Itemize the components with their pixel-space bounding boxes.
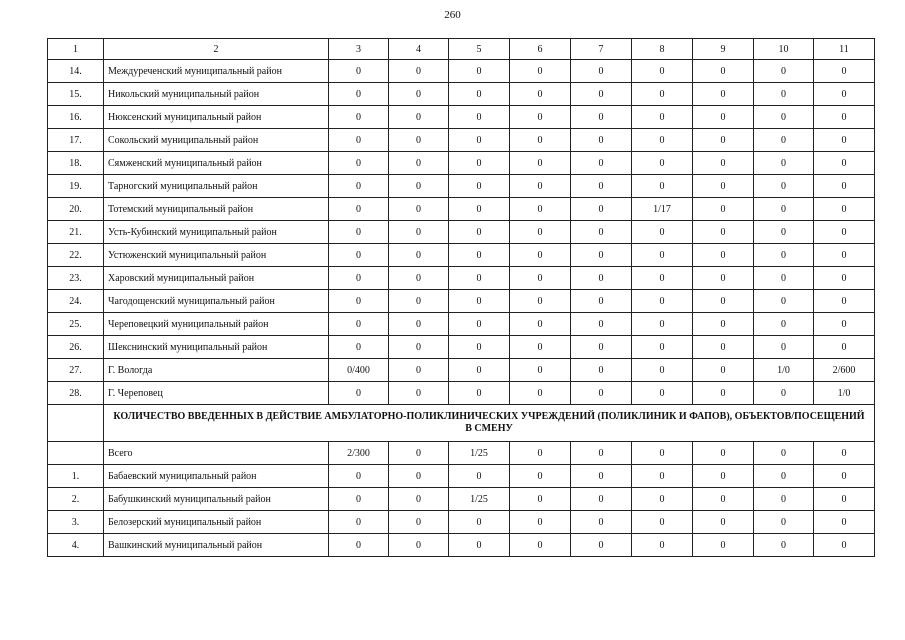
value-cell: 0 bbox=[510, 290, 571, 313]
row-number-cell: 25. bbox=[48, 313, 104, 336]
value-cell: 0 bbox=[510, 488, 571, 511]
value-cell: 0 bbox=[571, 359, 632, 382]
value-cell: 1/25 bbox=[449, 488, 510, 511]
district-name-cell: Сямженский муниципальный район bbox=[104, 152, 329, 175]
district-name-cell: Сокольский муниципальный район bbox=[104, 129, 329, 152]
value-cell: 0 bbox=[329, 534, 389, 557]
value-cell: 0 bbox=[754, 129, 814, 152]
value-cell: 0 bbox=[693, 488, 754, 511]
district-name-cell: Бабаевский муниципальный район bbox=[104, 465, 329, 488]
section-title: КОЛИЧЕСТВО ВВЕДЕННЫХ В ДЕЙСТВИЕ АМБУЛАТОРНО-ПОЛИКЛИНИЧЕСКИХ УЧРЕЖДЕНИЙ (ПОЛИКЛИНИК И ФАПОВ), ОБЪЕКТОВ/ПОСЕЩЕНИЙ В СМЕНУ bbox=[104, 405, 875, 442]
value-cell: 0 bbox=[632, 442, 693, 465]
value-cell: 0 bbox=[571, 511, 632, 534]
value-cell: 0 bbox=[449, 511, 510, 534]
row-number-cell: 2. bbox=[48, 488, 104, 511]
district-name-cell: Нюксенский муниципальный район bbox=[104, 106, 329, 129]
value-cell: 0 bbox=[389, 382, 449, 405]
value-cell: 0 bbox=[510, 198, 571, 221]
table-row bbox=[48, 152, 875, 175]
value-cell: 0 bbox=[510, 267, 571, 290]
table-row bbox=[48, 129, 875, 152]
value-cell: 0 bbox=[754, 442, 814, 465]
value-cell: 0 bbox=[754, 60, 814, 83]
value-cell: 0 bbox=[814, 267, 875, 290]
section-row bbox=[48, 405, 875, 442]
row-number-cell: 3. bbox=[48, 511, 104, 534]
row-number-cell: 24. bbox=[48, 290, 104, 313]
value-cell: 0 bbox=[814, 488, 875, 511]
value-cell: 0 bbox=[693, 83, 754, 106]
value-cell: 0 bbox=[329, 129, 389, 152]
value-cell: 0 bbox=[754, 221, 814, 244]
value-cell: 0 bbox=[693, 465, 754, 488]
value-cell: 0 bbox=[754, 336, 814, 359]
value-cell: 0 bbox=[510, 244, 571, 267]
value-cell: 0 bbox=[449, 244, 510, 267]
value-cell: 0 bbox=[814, 106, 875, 129]
value-cell: 0 bbox=[693, 267, 754, 290]
table-row bbox=[48, 83, 875, 106]
table-row bbox=[48, 175, 875, 198]
value-cell: 0 bbox=[632, 83, 693, 106]
value-cell: 0 bbox=[754, 511, 814, 534]
value-cell: 0 bbox=[510, 129, 571, 152]
value-cell: 0 bbox=[814, 313, 875, 336]
column-header: 11 bbox=[814, 39, 875, 60]
value-cell: 0 bbox=[571, 60, 632, 83]
column-header: 4 bbox=[389, 39, 449, 60]
value-cell: 0 bbox=[510, 60, 571, 83]
district-name-cell: Никольский муниципальный район bbox=[104, 83, 329, 106]
value-cell: 2/300 bbox=[329, 442, 389, 465]
value-cell: 0 bbox=[754, 290, 814, 313]
table-row bbox=[48, 106, 875, 129]
value-cell: 0 bbox=[449, 129, 510, 152]
value-cell: 0 bbox=[693, 106, 754, 129]
row-number-cell: 15. bbox=[48, 83, 104, 106]
value-cell: 0 bbox=[510, 359, 571, 382]
value-cell: 0 bbox=[389, 83, 449, 106]
value-cell: 0 bbox=[632, 60, 693, 83]
value-cell: 0 bbox=[693, 175, 754, 198]
value-cell: 0 bbox=[449, 221, 510, 244]
row-number-cell: 20. bbox=[48, 198, 104, 221]
value-cell: 0 bbox=[814, 336, 875, 359]
value-cell: 0 bbox=[814, 442, 875, 465]
value-cell: 0 bbox=[510, 313, 571, 336]
value-cell: 0 bbox=[571, 336, 632, 359]
value-cell: 0 bbox=[389, 106, 449, 129]
value-cell: 0 bbox=[389, 313, 449, 336]
value-cell: 0 bbox=[632, 244, 693, 267]
value-cell: 0 bbox=[571, 244, 632, 267]
value-cell: 0 bbox=[449, 359, 510, 382]
value-cell: 0 bbox=[449, 465, 510, 488]
column-header: 5 bbox=[449, 39, 510, 60]
row-number-cell bbox=[48, 442, 104, 465]
value-cell: 0 bbox=[632, 129, 693, 152]
value-cell: 0 bbox=[693, 511, 754, 534]
value-cell: 0 bbox=[449, 198, 510, 221]
value-cell: 0 bbox=[814, 83, 875, 106]
value-cell: 0 bbox=[632, 221, 693, 244]
value-cell: 0 bbox=[754, 175, 814, 198]
value-cell: 0 bbox=[632, 359, 693, 382]
row-number-cell: 28. bbox=[48, 382, 104, 405]
value-cell: 0 bbox=[754, 382, 814, 405]
column-header: 7 bbox=[571, 39, 632, 60]
page-number: 260 bbox=[444, 9, 461, 21]
value-cell: 0 bbox=[632, 290, 693, 313]
value-cell: 0 bbox=[693, 290, 754, 313]
empty-cell bbox=[48, 405, 104, 442]
row-number-cell: 17. bbox=[48, 129, 104, 152]
value-cell: 0 bbox=[693, 382, 754, 405]
column-header: 1 bbox=[48, 39, 104, 60]
value-cell: 0 bbox=[329, 83, 389, 106]
value-cell: 1/25 bbox=[449, 442, 510, 465]
value-cell: 0/400 bbox=[329, 359, 389, 382]
value-cell: 0 bbox=[693, 442, 754, 465]
value-cell: 0 bbox=[449, 267, 510, 290]
value-cell: 0 bbox=[329, 511, 389, 534]
value-cell: 0 bbox=[329, 221, 389, 244]
table-row bbox=[48, 336, 875, 359]
value-cell: 0 bbox=[632, 267, 693, 290]
column-header: 3 bbox=[329, 39, 389, 60]
value-cell: 0 bbox=[510, 534, 571, 557]
value-cell: 0 bbox=[510, 382, 571, 405]
value-cell: 0 bbox=[329, 488, 389, 511]
value-cell: 0 bbox=[571, 129, 632, 152]
table-row bbox=[48, 359, 875, 382]
table-row bbox=[48, 465, 875, 488]
value-cell: 0 bbox=[449, 313, 510, 336]
column-header: 2 bbox=[104, 39, 329, 60]
value-cell: 0 bbox=[329, 382, 389, 405]
value-cell: 0 bbox=[510, 221, 571, 244]
table-row bbox=[48, 198, 875, 221]
value-cell: 0 bbox=[693, 198, 754, 221]
table-row bbox=[48, 60, 875, 83]
value-cell: 0 bbox=[754, 83, 814, 106]
value-cell: 0 bbox=[449, 83, 510, 106]
value-cell: 0 bbox=[814, 465, 875, 488]
value-cell: 0 bbox=[510, 175, 571, 198]
value-cell: 1/0 bbox=[814, 382, 875, 405]
value-cell: 0 bbox=[510, 442, 571, 465]
value-cell: 0 bbox=[754, 534, 814, 557]
value-cell: 0 bbox=[510, 465, 571, 488]
value-cell: 0 bbox=[693, 313, 754, 336]
value-cell: 0 bbox=[632, 382, 693, 405]
value-cell: 0 bbox=[389, 198, 449, 221]
value-cell: 0 bbox=[632, 336, 693, 359]
value-cell: 0 bbox=[389, 129, 449, 152]
value-cell: 0 bbox=[329, 198, 389, 221]
district-name-cell: Междуреченский муниципальный район bbox=[104, 60, 329, 83]
column-header: 10 bbox=[754, 39, 814, 60]
value-cell: 0 bbox=[449, 290, 510, 313]
district-name-cell: Шекснинский муниципальный район bbox=[104, 336, 329, 359]
value-cell: 0 bbox=[632, 152, 693, 175]
value-cell: 0 bbox=[571, 175, 632, 198]
row-number-cell: 23. bbox=[48, 267, 104, 290]
district-name-cell: Усть-Кубинский муниципальный район bbox=[104, 221, 329, 244]
value-cell: 0 bbox=[329, 313, 389, 336]
row-number-cell: 19. bbox=[48, 175, 104, 198]
value-cell: 0 bbox=[449, 382, 510, 405]
value-cell: 0 bbox=[754, 267, 814, 290]
value-cell: 0 bbox=[693, 534, 754, 557]
value-cell: 0 bbox=[329, 175, 389, 198]
value-cell: 0 bbox=[571, 290, 632, 313]
value-cell: 0 bbox=[449, 534, 510, 557]
row-number-cell: 21. bbox=[48, 221, 104, 244]
row-number-cell: 18. bbox=[48, 152, 104, 175]
value-cell: 0 bbox=[571, 152, 632, 175]
value-cell: 0 bbox=[814, 129, 875, 152]
value-cell: 0 bbox=[814, 198, 875, 221]
table-row bbox=[48, 244, 875, 267]
district-name-cell: Г. Череповец bbox=[104, 382, 329, 405]
value-cell: 0 bbox=[389, 511, 449, 534]
district-name-cell: Вашкинский муниципальный район bbox=[104, 534, 329, 557]
value-cell: 0 bbox=[754, 465, 814, 488]
district-name-cell: Г. Вологда bbox=[104, 359, 329, 382]
value-cell: 0 bbox=[754, 313, 814, 336]
value-cell: 0 bbox=[510, 336, 571, 359]
value-cell: 0 bbox=[693, 152, 754, 175]
value-cell: 0 bbox=[389, 60, 449, 83]
value-cell: 0 bbox=[632, 313, 693, 336]
column-header-row bbox=[48, 39, 875, 60]
value-cell: 0 bbox=[754, 488, 814, 511]
value-cell: 0 bbox=[389, 290, 449, 313]
value-cell: 0 bbox=[329, 152, 389, 175]
value-cell: 0 bbox=[389, 534, 449, 557]
table-row bbox=[48, 534, 875, 557]
value-cell: 0 bbox=[329, 60, 389, 83]
table-row bbox=[48, 290, 875, 313]
value-cell: 0 bbox=[571, 198, 632, 221]
value-cell: 0 bbox=[814, 290, 875, 313]
value-cell: 0 bbox=[632, 106, 693, 129]
column-header: 8 bbox=[632, 39, 693, 60]
row-number-cell: 1. bbox=[48, 465, 104, 488]
value-cell: 0 bbox=[693, 221, 754, 244]
total-row bbox=[48, 442, 875, 465]
value-cell: 0 bbox=[693, 129, 754, 152]
value-cell: 0 bbox=[571, 267, 632, 290]
row-number-cell: 14. bbox=[48, 60, 104, 83]
value-cell: 0 bbox=[329, 290, 389, 313]
value-cell: 0 bbox=[449, 175, 510, 198]
value-cell: 0 bbox=[389, 336, 449, 359]
district-name-cell: Бабушкинский муниципальный район bbox=[104, 488, 329, 511]
value-cell: 0 bbox=[632, 175, 693, 198]
district-name-cell: Всего bbox=[104, 442, 329, 465]
value-cell: 0 bbox=[814, 534, 875, 557]
value-cell: 0 bbox=[389, 152, 449, 175]
value-cell: 0 bbox=[329, 336, 389, 359]
value-cell: 0 bbox=[389, 221, 449, 244]
value-cell: 0 bbox=[571, 382, 632, 405]
value-cell: 0 bbox=[693, 359, 754, 382]
row-number-cell: 26. bbox=[48, 336, 104, 359]
table-row bbox=[48, 267, 875, 290]
value-cell: 0 bbox=[754, 106, 814, 129]
value-cell: 0 bbox=[510, 106, 571, 129]
value-cell: 0 bbox=[329, 465, 389, 488]
value-cell: 0 bbox=[814, 152, 875, 175]
value-cell: 1/0 bbox=[754, 359, 814, 382]
value-cell: 0 bbox=[571, 442, 632, 465]
table-row bbox=[48, 221, 875, 244]
value-cell: 0 bbox=[571, 488, 632, 511]
value-cell: 0 bbox=[389, 267, 449, 290]
table-row bbox=[48, 511, 875, 534]
value-cell: 0 bbox=[693, 244, 754, 267]
value-cell: 0 bbox=[814, 511, 875, 534]
value-cell: 0 bbox=[389, 465, 449, 488]
value-cell: 0 bbox=[754, 198, 814, 221]
district-name-cell: Тотемский муниципальный район bbox=[104, 198, 329, 221]
value-cell: 0 bbox=[693, 336, 754, 359]
district-name-cell: Устюженский муниципальный район bbox=[104, 244, 329, 267]
table-row bbox=[48, 382, 875, 405]
value-cell: 0 bbox=[389, 244, 449, 267]
value-cell: 0 bbox=[571, 534, 632, 557]
row-number-cell: 27. bbox=[48, 359, 104, 382]
value-cell: 0 bbox=[510, 83, 571, 106]
value-cell: 0 bbox=[814, 244, 875, 267]
value-cell: 0 bbox=[632, 534, 693, 557]
value-cell: 0 bbox=[449, 336, 510, 359]
value-cell: 0 bbox=[329, 244, 389, 267]
value-cell: 0 bbox=[814, 60, 875, 83]
value-cell: 0 bbox=[754, 244, 814, 267]
table-row bbox=[48, 313, 875, 336]
row-number-cell: 16. bbox=[48, 106, 104, 129]
value-cell: 0 bbox=[389, 175, 449, 198]
value-cell: 0 bbox=[510, 152, 571, 175]
district-name-cell: Белозерский муниципальный район bbox=[104, 511, 329, 534]
row-number-cell: 4. bbox=[48, 534, 104, 557]
value-cell: 0 bbox=[693, 60, 754, 83]
value-cell: 0 bbox=[571, 221, 632, 244]
value-cell: 0 bbox=[449, 152, 510, 175]
value-cell: 0 bbox=[814, 221, 875, 244]
district-name-cell: Тарногский муниципальный район bbox=[104, 175, 329, 198]
district-name-cell: Череповецкий муниципальный район bbox=[104, 313, 329, 336]
value-cell: 0 bbox=[389, 442, 449, 465]
value-cell: 0 bbox=[632, 511, 693, 534]
value-cell: 0 bbox=[449, 60, 510, 83]
value-cell: 0 bbox=[389, 488, 449, 511]
value-cell: 0 bbox=[329, 106, 389, 129]
value-cell: 0 bbox=[329, 267, 389, 290]
column-header: 6 bbox=[510, 39, 571, 60]
value-cell: 0 bbox=[632, 465, 693, 488]
value-cell: 0 bbox=[449, 106, 510, 129]
value-cell: 0 bbox=[571, 313, 632, 336]
value-cell: 2/600 bbox=[814, 359, 875, 382]
value-cell: 0 bbox=[510, 511, 571, 534]
value-cell: 0 bbox=[571, 106, 632, 129]
value-cell: 1/17 bbox=[632, 198, 693, 221]
row-number-cell: 22. bbox=[48, 244, 104, 267]
column-header: 9 bbox=[693, 39, 754, 60]
value-cell: 0 bbox=[571, 465, 632, 488]
district-name-cell: Чагодощенский муниципальный район bbox=[104, 290, 329, 313]
data-table bbox=[47, 38, 875, 557]
table-row bbox=[48, 488, 875, 511]
value-cell: 0 bbox=[571, 83, 632, 106]
district-name-cell: Харовский муниципальный район bbox=[104, 267, 329, 290]
value-cell: 0 bbox=[389, 359, 449, 382]
value-cell: 0 bbox=[754, 152, 814, 175]
value-cell: 0 bbox=[632, 488, 693, 511]
value-cell: 0 bbox=[814, 175, 875, 198]
